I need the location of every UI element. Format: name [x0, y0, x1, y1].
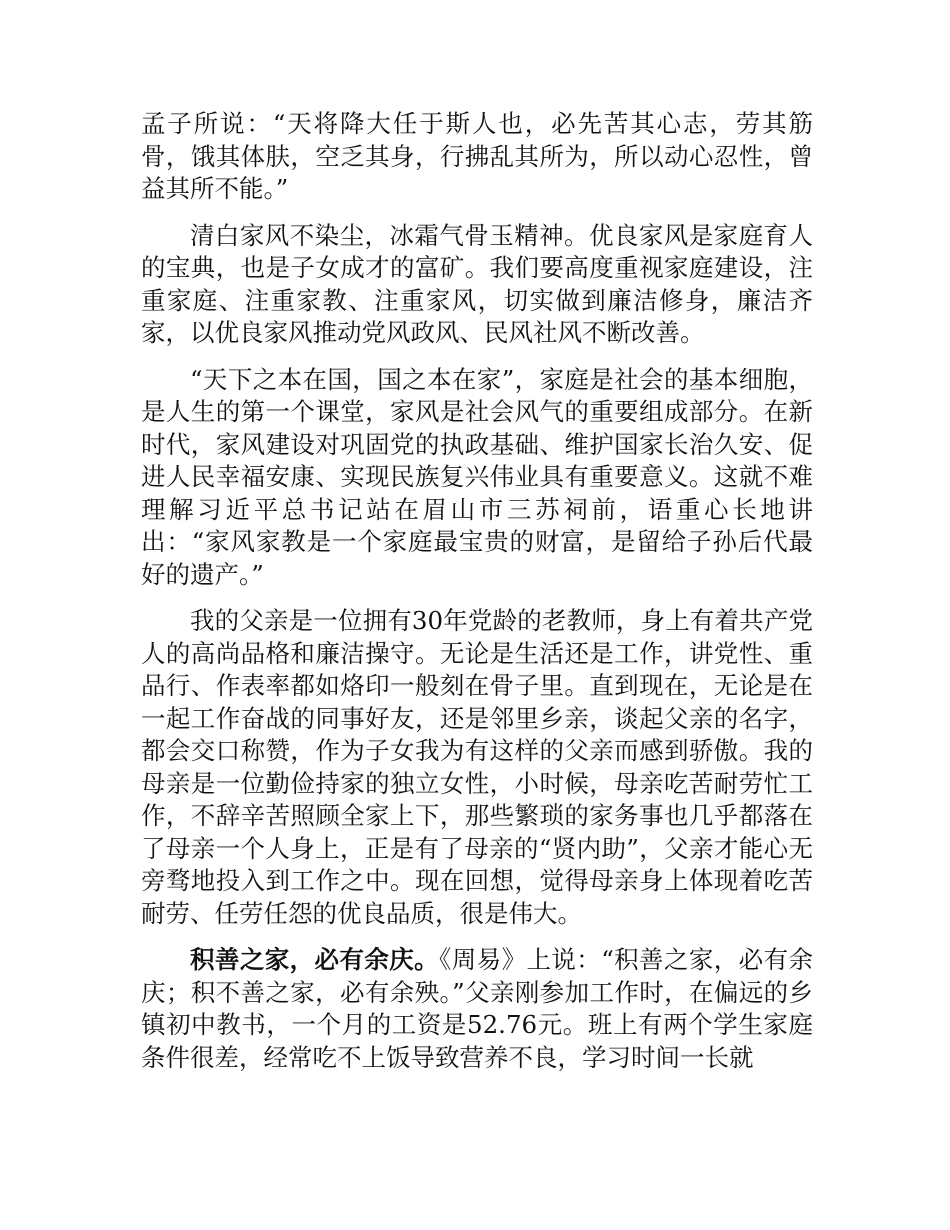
paragraph-family-foundation: “天下之本在国，国之本在家”，家庭是社会的基本细胞，是人生的第一个课堂，家风是社会风气的重要组成部分。在新时代，家风建设对巩固党的执政基础、维护国家长治久安、促进人民幸福安康、实现民族复兴伟业具有重要意义。这就不难理解习近平总书记站在眉山市三苏祠前，语重心长地讲出：“家风家教是一个家庭最宝贵的财富，是留给子孙后代最好的遗产。” — [141, 364, 813, 589]
paragraph-body: 《周易》上说：“积善之家，必有余庆；积不善之家，必有余殃。”父亲刚参加工作时，在偏远的乡镇初中教书，一个月的工资是52.76元。班上有两个学生家庭条件很差，经常吃不上饭导致营养不良，学习时间一长就 — [141, 945, 813, 1072]
paragraph-accumulate-goodness — [141, 944, 813, 1074]
section-heading: 积善之家，必有余庆。 — [190, 945, 440, 974]
paragraph-mencius-quote: 孟子所说：“天将降大任于斯人也，必先苦其心志，劳其筋骨，饿其体肤，空乏其身，行拂乱其所为，所以动心忍性，曾益其所不能。” — [141, 109, 813, 203]
paragraph-parents: 我的父亲是一位拥有30年党龄的老教师，身上有着共产党人的高尚品格和廉洁操守。无论是生活还是工作，讲党性、重品行、作表率都如烙印一般刻在骨子里。直到现在，无论是在一起工作奋战的同事好友，还是邻里乡亲，谈起父亲的名字，都会交口称赞，作为子女我为有这样的父亲而感到骄傲。我的母亲是一位勤俭持家的独立女性，小时候，母亲吃苦耐劳忙工作，不辞辛苦照顾全家上下，那些繁琐的家务事也几乎都落在了母亲一个人身上，正是有了母亲的“贤内助”，父亲才能心无旁骛地投入到工作之中。现在回想，觉得母亲身上体现着吃苦耐劳、任劳任怨的优良品质，很是伟大。 — [141, 606, 813, 928]
paragraph-family-style: 清白家风不染尘，冰霜气骨玉精神。优良家风是家庭育人的宝典，也是子女成才的富矿。我们要高度重视家庭建设，注重家庭、注重家教、注重家风，切实做到廉洁修身，廉洁齐家，以优良家风推动党风政风、民风社风不断改善。 — [141, 220, 813, 347]
document-page — [141, 108, 813, 1088]
